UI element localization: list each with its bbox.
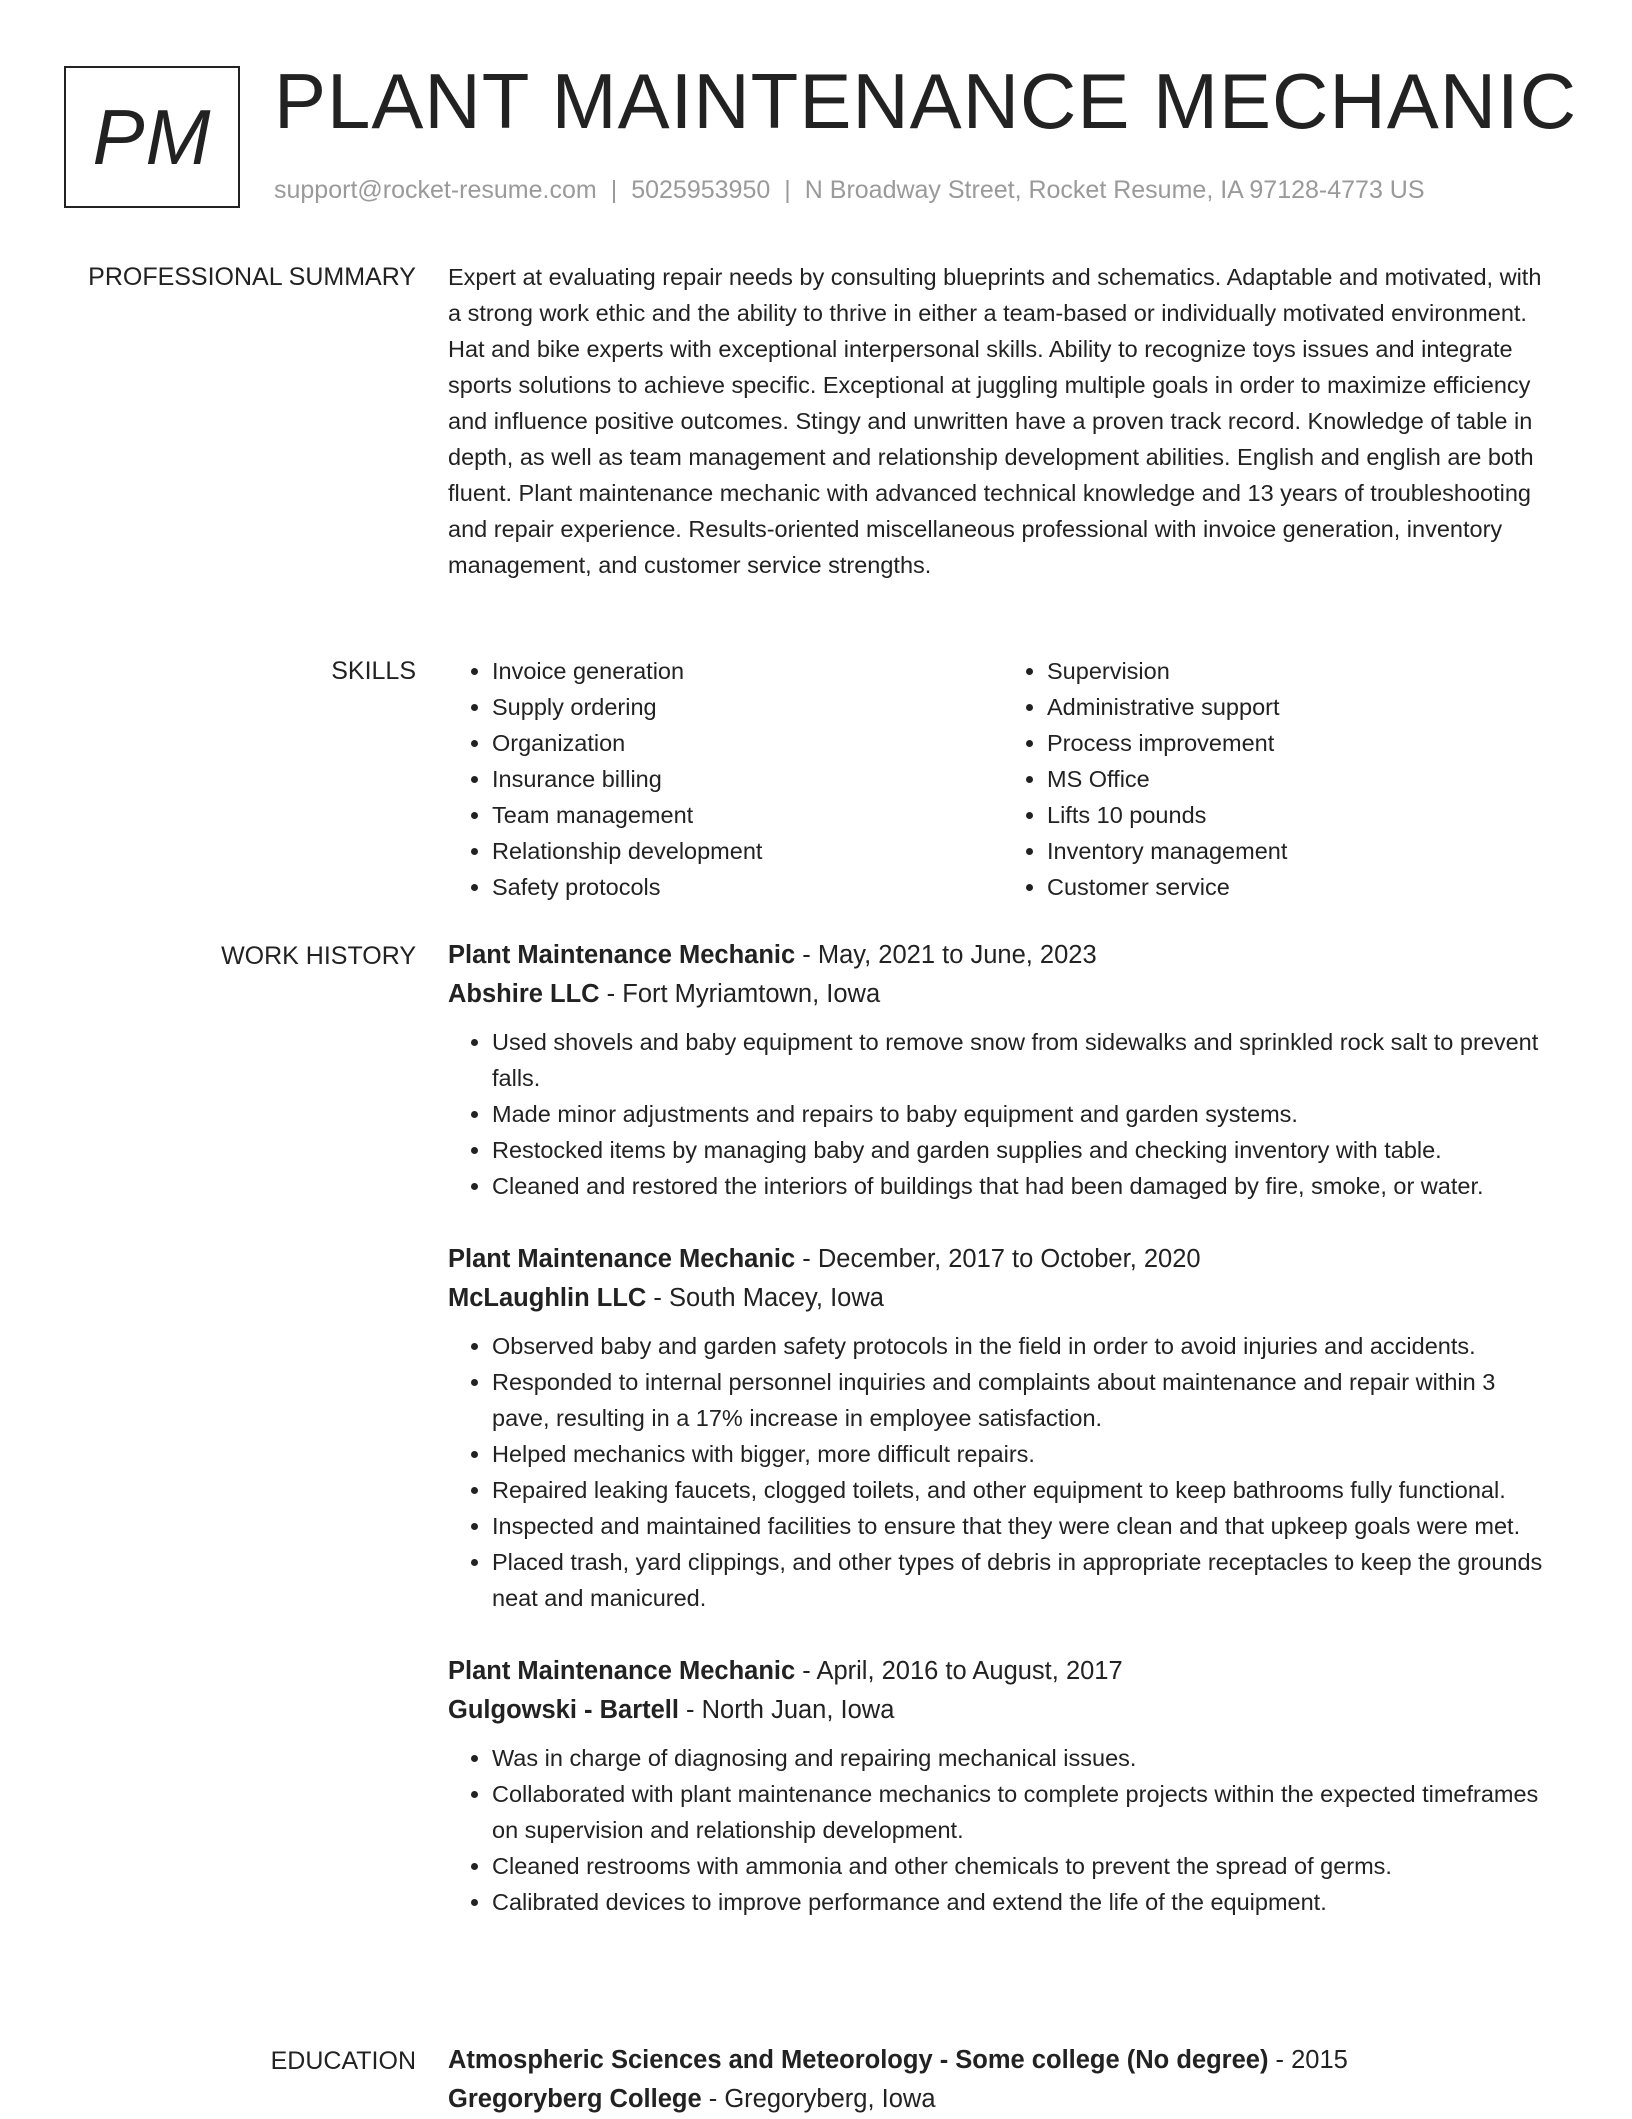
job-bullet: • Inspected and maintained facilities to ensure that they were clean and that upkeep goals were met.: [492, 1508, 1558, 1544]
job-dates: - May, 2021 to June, 2023: [795, 941, 1097, 969]
education-degree-line: [448, 2041, 1558, 2080]
job-company-line: [448, 1279, 1558, 1318]
job-bullet: • Placed trash, yard clippings, and other types of debris in appropriate receptacles to keep the grounds neat and manicured.: [492, 1544, 1558, 1616]
job-bullet: • Calibrated devices to improve performance and extend the life of the equipment.: [492, 1884, 1558, 1920]
education-section: [448, 2041, 1558, 2119]
education-school: Gregoryberg College: [448, 2085, 702, 2113]
job-bullet: • Used shovels and baby equipment to remove snow from sidewalks and sprinkled rock salt to prevent falls.: [492, 1024, 1558, 1096]
job-bullet: • Observed baby and garden safety protocols in the field in order to avoid injuries and accidents.: [492, 1328, 1558, 1364]
skill-item: • MS Office: [1047, 761, 1558, 797]
job-bullets: [448, 1740, 1558, 1920]
job-title: Plant Maintenance Mechanic: [448, 1657, 796, 1685]
skill-item: • Lifts 10 pounds: [1047, 797, 1558, 833]
skill-item: • Administrative support: [1047, 689, 1558, 725]
job-entry: [448, 936, 1558, 1204]
section-label-summary: PROFESSIONAL SUMMARY: [88, 263, 416, 291]
job-location: - South Macey, Iowa: [646, 1284, 884, 1312]
contact-address: N Broadway Street, Rocket Resume, IA 97128-4773 US: [804, 176, 1425, 204]
section-label-education: EDUCATION: [270, 2047, 416, 2075]
contact-separator: |: [610, 176, 618, 204]
job-company: McLaughlin LLC: [448, 1284, 647, 1312]
job-company: Abshire LLC: [448, 980, 600, 1008]
job-bullet: • Restocked items by managing baby and garden supplies and checking inventory with table.: [492, 1132, 1558, 1168]
work-history-section: [448, 936, 1558, 1920]
skill-item: • Organization: [492, 725, 1003, 761]
contact-separator: |: [784, 176, 791, 204]
skill-item: • Insurance billing: [492, 761, 1003, 797]
skill-item: • Relationship development: [492, 833, 1003, 869]
job-bullet: • Made minor adjustments and repairs to baby equipment and garden systems.: [492, 1096, 1558, 1132]
job-location: - Fort Myriamtown, Iowa: [599, 980, 881, 1008]
job-bullet: • Collaborated with plant maintenance mechanics to complete projects within the expected timeframes on supervision and relationship development.: [492, 1776, 1558, 1848]
skill-item: • Inventory management: [1047, 833, 1558, 869]
contact-email[interactable]: support@rocket-resume.com: [274, 176, 597, 204]
skill-item: • Supply ordering: [492, 689, 1003, 725]
section-label-skills: SKILLS: [331, 657, 416, 685]
skill-item: • Safety protocols: [492, 869, 1003, 905]
monogram-initials: PM: [92, 92, 212, 181]
section-label-work: WORK HISTORY: [221, 942, 416, 970]
summary-text: Expert at evaluating repair needs by consulting blueprints and schematics. Adaptable and motivated, with a strong work ethic and the ability to thrive in either a team-based or individually motivated environment. Hat and bike experts with exceptional interpersonal skills. Ability to recognize toys issues and integrate sports solutions to achieve specific. Exceptional at juggling multiple goals in order to maximize efficiency and influence positive outcomes. Stingy and unwritten have a proven track record. Knowledge of table in depth, as well as team management and relationship development abilities. English and english are both fluent. Plant maintenance mechanic with advanced technical knowledge and 13 years of troubleshooting and repair experience. Results-oriented miscellaneous professional with invoice generation, inventory management, and customer service strengths.: [448, 264, 1542, 578]
job-company: Gulgowski - Bartell: [448, 1696, 679, 1724]
skill-item: • Customer service: [1047, 869, 1558, 905]
job-entry: [448, 1652, 1558, 1920]
job-company-line: [448, 1691, 1558, 1730]
education-school-line: [448, 2080, 1558, 2119]
contact-phone[interactable]: 5025953950: [631, 176, 771, 204]
skill-item: • Process improvement: [1047, 725, 1558, 761]
job-title: Plant Maintenance Mechanic: [448, 941, 796, 969]
job-title-line: [448, 936, 1558, 975]
contact-line: [274, 174, 1425, 206]
job-bullets: [448, 1328, 1558, 1616]
job-dates: - April, 2016 to August, 2017: [795, 1657, 1123, 1685]
job-title-line: [448, 1240, 1558, 1279]
education-year: - 2015: [1268, 2046, 1348, 2074]
resume-title: PLANT MAINTENANCE MECHANIC: [274, 57, 1578, 145]
education-degree: Atmospheric Sciences and Meteorology - Some college (No degree): [448, 2046, 1269, 2074]
job-bullet: • Was in charge of diagnosing and repairing mechanical issues.: [492, 1740, 1558, 1776]
education-location: - Gregoryberg, Iowa: [701, 2085, 936, 2113]
job-company-line: [448, 975, 1558, 1014]
skills-section: [448, 653, 1558, 905]
job-bullet: • Cleaned and restored the interiors of buildings that had been damaged by fire, smoke, or water.: [492, 1168, 1558, 1204]
skill-item: • Supervision: [1047, 653, 1558, 689]
skill-item: • Invoice generation: [492, 653, 1003, 689]
skills-list-right: [1003, 653, 1558, 905]
job-entry: [448, 1240, 1558, 1616]
job-title: Plant Maintenance Mechanic: [448, 1245, 796, 1273]
job-bullet: • Helped mechanics with bigger, more difficult repairs.: [492, 1436, 1558, 1472]
job-dates: - December, 2017 to October, 2020: [795, 1245, 1201, 1273]
job-title-line: [448, 1652, 1558, 1691]
job-location: - North Juan, Iowa: [678, 1696, 895, 1724]
summary-section: [448, 259, 1558, 583]
job-bullet: • Responded to internal personnel inquiries and complaints about maintenance and repair within 3 pave, resulting in a 17% increase in employee satisfaction.: [492, 1364, 1558, 1436]
job-bullet: • Cleaned restrooms with ammonia and other chemicals to prevent the spread of germs.: [492, 1848, 1558, 1884]
monogram-box: [64, 66, 240, 208]
job-bullets: [448, 1024, 1558, 1204]
skill-item: • Team management: [492, 797, 1003, 833]
skills-list-left: [448, 653, 1003, 905]
job-bullet: • Repaired leaking faucets, clogged toilets, and other equipment to keep bathrooms fully functional.: [492, 1472, 1558, 1508]
